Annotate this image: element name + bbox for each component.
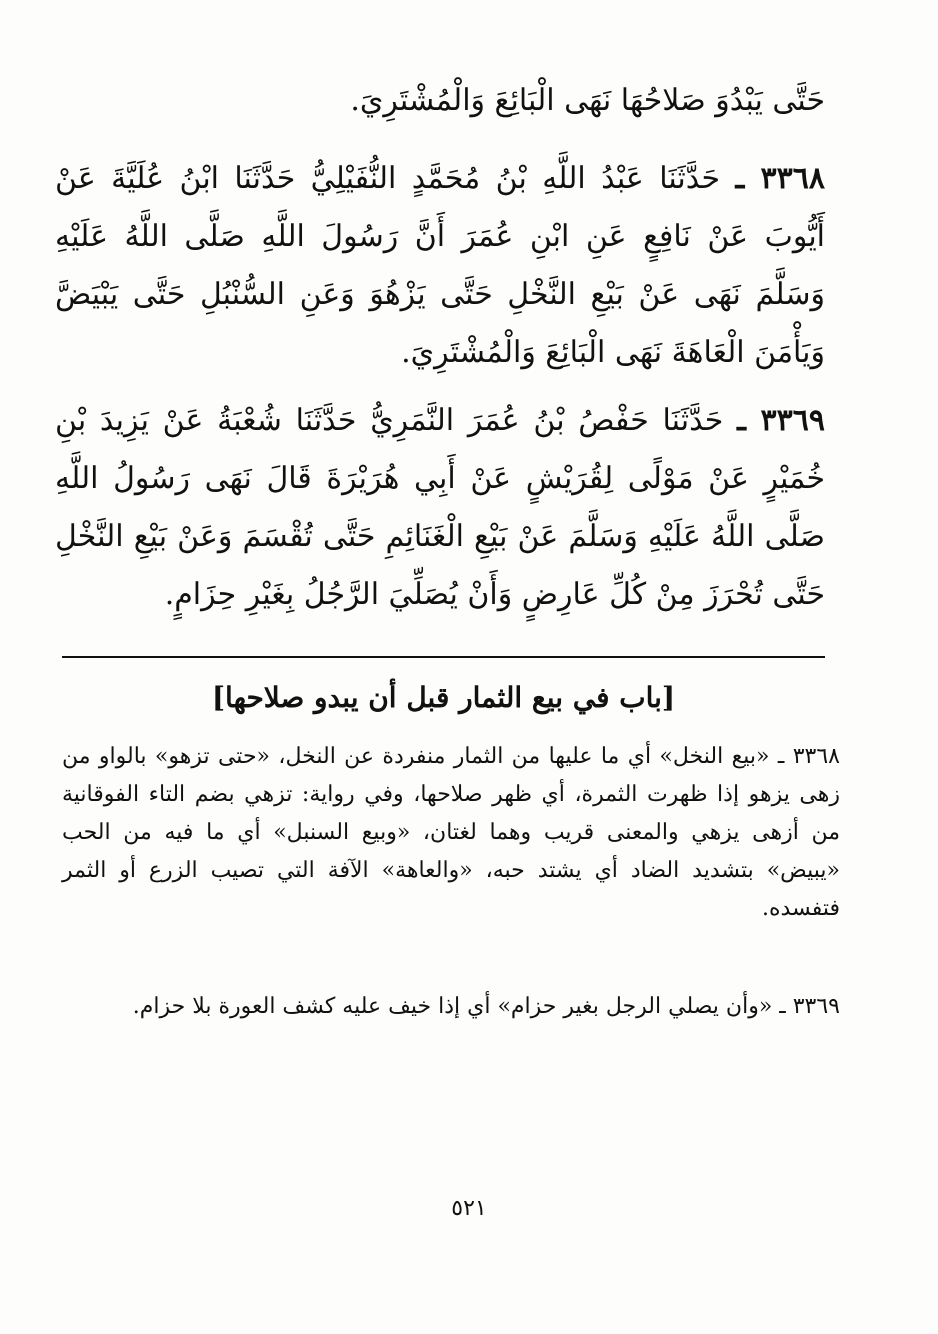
hadith-3368 xyxy=(55,150,825,382)
commentary-text: «بيع النخل» أي ما عليها من الثمار منفردة عن النخل، «حتى تزهو» بالواو من زهى يزهو إذا ظهرت الثمرة، أي ظهر صلاحها، وفي رواية: تزهي بضم التاء الفوقانية من أزهى يزهي والمعنى قريب وهما لغتان، «وبيع السنبل» أي ما فيه من الحب «يبيض» بتشديد الضاد أي يشتد حبه، «والعاهة» الآفة التي تصيب الزرع أو الثمر فتفسده. xyxy=(62,744,840,921)
hadith-number: ٣٣٦٩ ـ xyxy=(737,403,825,438)
commentary-3369 xyxy=(62,988,840,1026)
section-divider xyxy=(62,656,825,658)
hadith-text: حَدَّثَنَا عَبْدُ اللَّهِ بْنُ مُحَمَّدٍ النُّفَيْلِيُّ حَدَّثَنَا ابْنُ عُلَيَّةَ عَنْ أَيُّوبَ عَنْ نَافِعٍ عَنِ ابْنِ عُمَرَ أَنَّ رَسُولَ اللَّهِ صَلَّى اللَّهُ عَلَيْهِ وَسَلَّمَ نَهَى عَنْ بَيْعِ النَّخْلِ حَتَّى يَزْهُوَ وَعَنِ السُّنْبُلِ حَتَّى يَبْيَضَّ وَيَأْمَنَ الْعَاهَةَ نَهَى الْبَائِعَ وَالْمُشْتَرِيَ. xyxy=(55,161,825,370)
page-number: ٥٢١ xyxy=(451,1196,487,1221)
hadith-continuation-text: حَتَّى يَبْدُوَ صَلاحُهَا نَهَى الْبَائِعَ وَالْمُشْتَرِيَ. xyxy=(350,83,825,118)
hadith-number: ٣٣٦٨ ـ xyxy=(735,161,825,196)
commentary-3368 xyxy=(62,738,840,928)
hadith-continuation xyxy=(55,72,825,130)
commentary-number: ٣٣٦٨ ـ xyxy=(777,744,840,769)
commentary-number: ٣٣٦٩ ـ xyxy=(779,994,840,1019)
section-title: [باب في بيع الثمار قبل أن يبدو صلاحها] xyxy=(211,681,676,714)
hadith-3369 xyxy=(55,392,825,624)
commentary-text: «وأن يصلي الرجل بغير حزام» أي إذا خيف عليه كشف العورة بلا حزام. xyxy=(132,994,773,1019)
hadith-text: حَدَّثَنَا حَفْصُ بْنُ عُمَرَ النَّمَرِيُّ حَدَّثَنَا شُعْبَةُ عَنْ يَزِيدَ بْنِ خُمَيْرٍ عَنْ مَوْلًى لِقُرَيْشٍ عَنْ أَبِي هُرَيْرَةَ قَالَ نَهَى رَسُولُ اللَّهِ صَلَّى اللَّهُ عَلَيْهِ وَسَلَّمَ عَنْ بَيْعِ الْغَنَائِمِ حَتَّى تُقْسَمَ وَعَنْ بَيْعِ النَّخْلِ حَتَّى تُحْرَزَ مِنْ كُلِّ عَارِضٍ وَأَنْ يُصَلِّيَ الرَّجُلُ بِغَيْرِ حِزَامٍ. xyxy=(55,403,825,612)
